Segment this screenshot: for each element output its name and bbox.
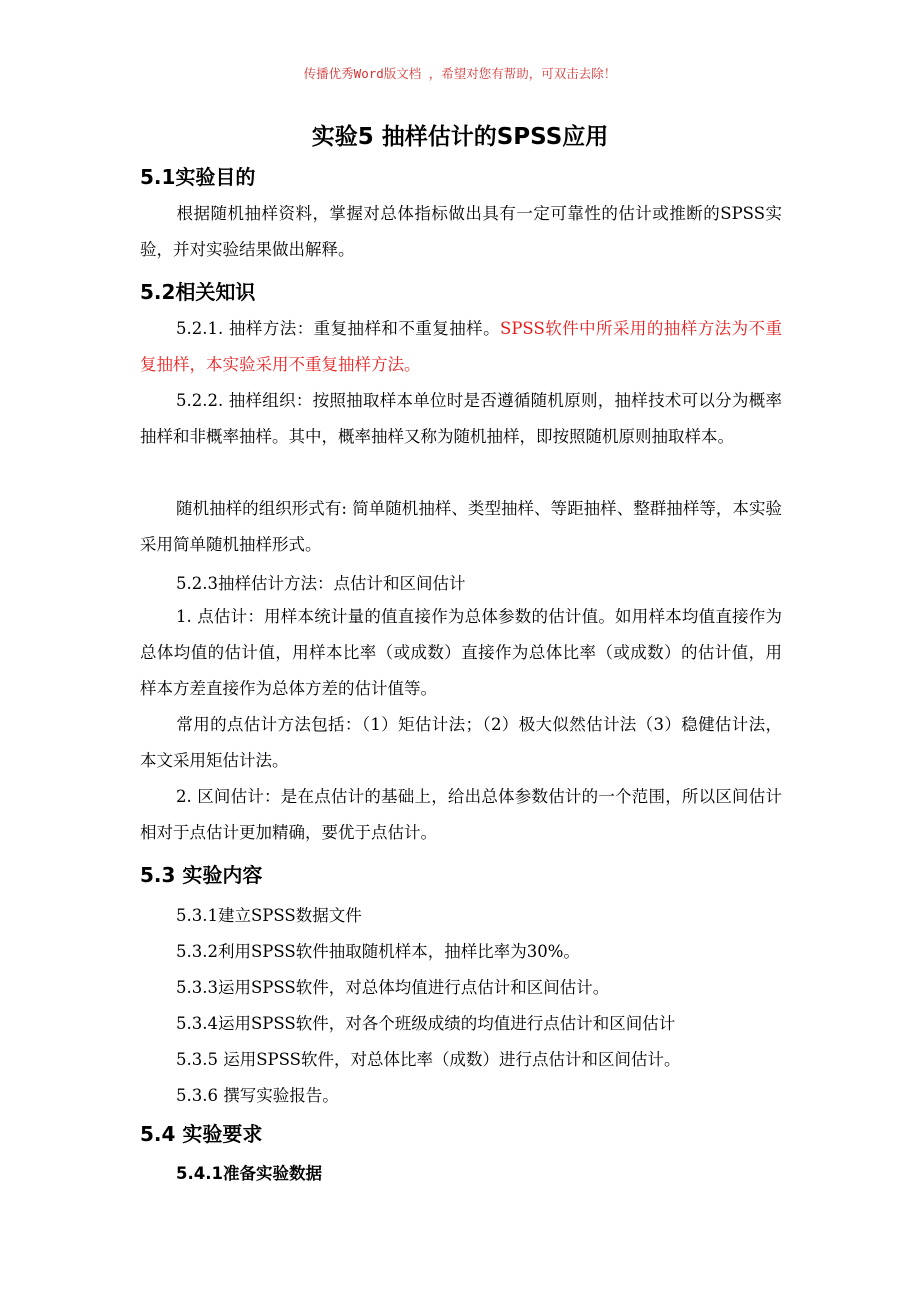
section-heading-5-4: 5.4 实验要求 bbox=[140, 1122, 263, 1146]
section-heading-5-3: 5.3 实验内容 bbox=[140, 863, 263, 887]
paragraph-sampling-organization bbox=[140, 383, 782, 455]
document-title: 实验5 抽样估计的SPSS应用 bbox=[311, 124, 609, 150]
section-heading-5-1: 5.1实验目的 bbox=[140, 165, 256, 189]
paragraph-sampling-method bbox=[140, 311, 782, 383]
paragraph-point-estimation bbox=[140, 599, 782, 707]
content-item: 5.3.1建立SPSS数据文件 bbox=[176, 906, 362, 925]
interval-estimation-text: 2. 区间估计：是在点估计的基础上，给出总体参数估计的一个范围，所以区间估计相对于点估计更加精确，要优于点估计。 bbox=[140, 787, 782, 842]
paragraph-objective-text: 根据随机抽样资料，掌握对总体指标做出具有一定可靠性的估计或推断的SPSS实验，并对实验结果做出解释。 bbox=[140, 204, 782, 259]
paragraph-point-estimation-methods bbox=[140, 707, 782, 779]
point-estimation-methods-text: 常用的点估计方法包括：（1）矩估计法；（2）极大似然估计法（3）稳健估计法，本文采用矩估计法。 bbox=[140, 715, 782, 770]
paragraph-random-sampling-forms bbox=[140, 491, 782, 563]
paragraph-interval-estimation bbox=[140, 779, 782, 851]
subsection-heading-5-4-1: 5.4.1准备实验数据 bbox=[176, 1164, 322, 1183]
content-item: 5.3.4运用SPSS软件，对各个班级成绩的均值进行点估计和区间估计 bbox=[176, 1014, 676, 1033]
content-item: 5.3.3运用SPSS软件，对总体均值进行点估计和区间估计。 bbox=[176, 978, 610, 997]
sampling-organization-text: 5.2.2. 抽样组织：按照抽取样本单位时是否遵循随机原则，抽样技术可以分为概率抽样和非概率抽样。其中，概率抽样又称为随机抽样，即按照随机原则抽取样本。 bbox=[140, 391, 782, 446]
header-note bbox=[0, 64, 920, 82]
content-item: 5.3.5 运用SPSS软件，对总体比率（成数）进行点估计和区间估计。 bbox=[176, 1050, 681, 1069]
paragraph-objective bbox=[140, 196, 782, 268]
estimation-methods-line: 5.2.3抽样估计方法：点估计和区间估计 bbox=[176, 574, 466, 593]
content-item: 5.3.6 撰写实验报告。 bbox=[176, 1086, 339, 1105]
header-note-text: 传播优秀Word版文档 ，希望对您有帮助，可双击去除！ bbox=[303, 66, 617, 81]
point-estimation-text: 1. 点估计：用样本统计量的值直接作为总体参数的估计值。如用样本均值直接作为总体均值的估计值，用样本比率（或成数）直接作为总体比率（或成数）的估计值，用样本方差直接作为总体方差的估计值等。 bbox=[140, 607, 782, 698]
sampling-method-emphasis: SPSS软件中所采用的抽样方法为不重复抽样，本实验采用不重复抽样方法。 bbox=[140, 319, 782, 374]
section-heading-5-2: 5.2相关知识 bbox=[140, 280, 256, 304]
random-sampling-forms-text: 随机抽样的组织形式有: 简单随机抽样、类型抽样、等距抽样、整群抽样等，本实验采用简单随机抽样形式。 bbox=[140, 499, 782, 554]
content-item: 5.3.2利用SPSS软件抽取随机样本，抽样比率为30%。 bbox=[176, 942, 580, 961]
sampling-method-text: 5.2.1. 抽样方法：重复抽样和不重复抽样。 bbox=[176, 319, 501, 338]
